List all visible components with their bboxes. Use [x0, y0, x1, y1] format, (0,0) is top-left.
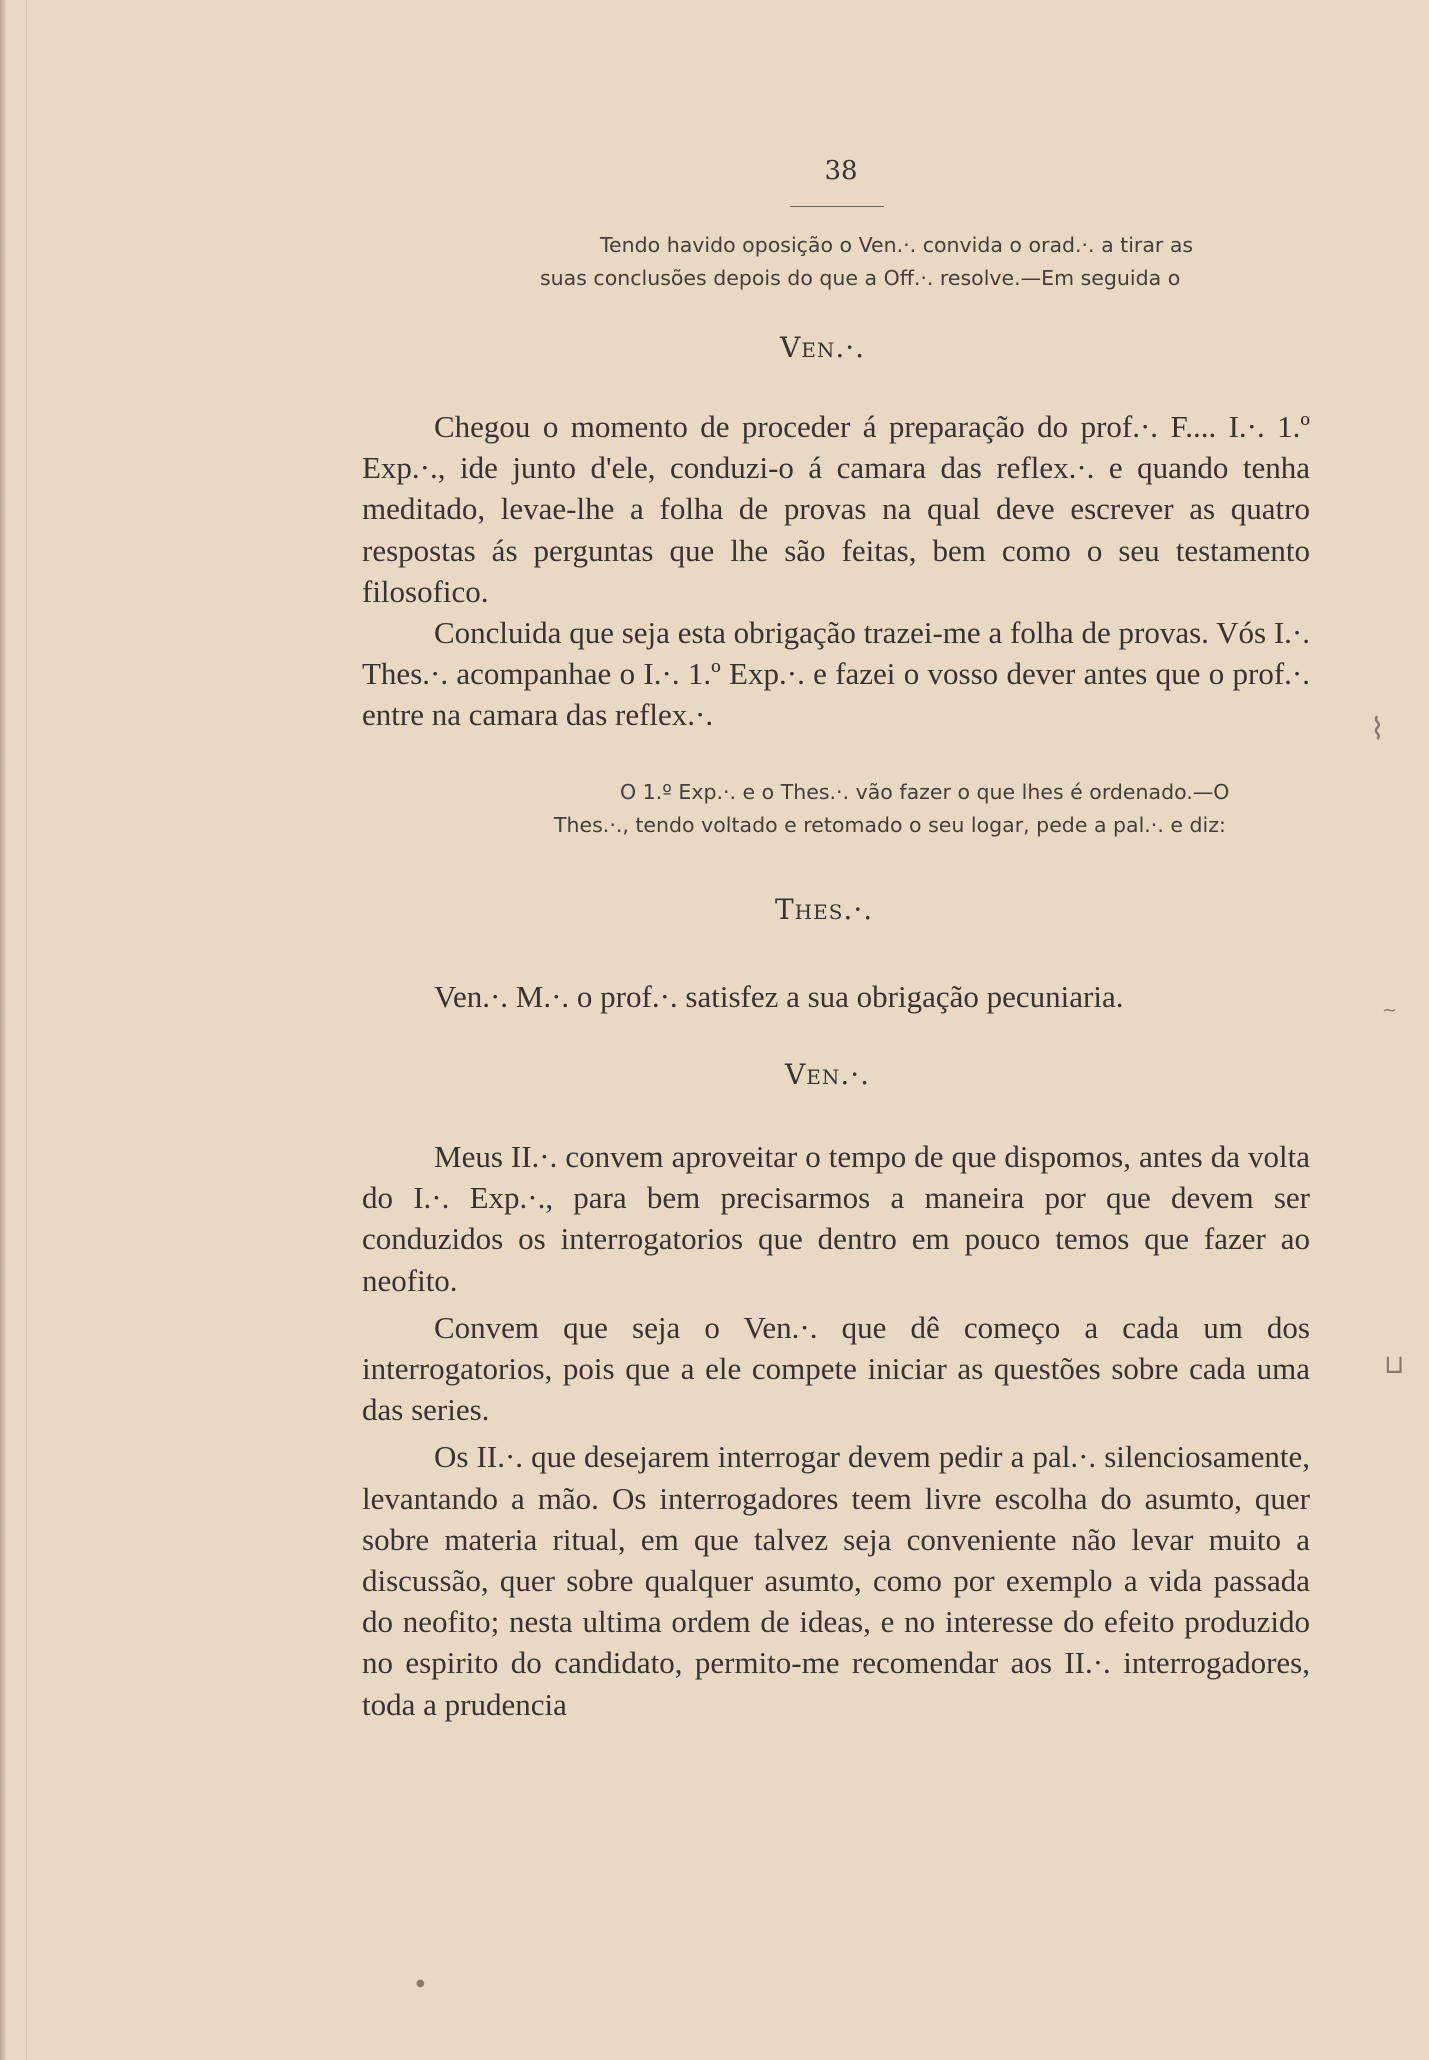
speech-1-paragraph-1: Chegou o momento de proceder á preparação do prof.·. F.... I.·. 1.º Exp.·., ide junto d'ele, conduzi-o á camara das reflex.·. e quando tenha meditado, levae-lhe a folha de provas na qual deve escrever as quatro respostas ás perguntas que lhe são feitas, bem como o seu testamento filosofico. [362, 409, 1310, 609]
page-edge-line [26, 0, 27, 2060]
stage-direction-2 [540, 776, 1310, 842]
page-number: 38 [824, 156, 858, 186]
stage-direction-1 [540, 229, 1310, 295]
speech-2-paragraph-1: Ven.·. M.·. o prof.·. satisfez a sua obrigação pecuniaria. [434, 979, 1124, 1014]
speech-2 [362, 976, 1310, 1017]
speech-3-paragraph-3: Os II.·. que desejarem interrogar devem pedir a pal.·. silenciosamente, levantando a mão. Os interrogadores teem livre escolha do asumto, quer sobre materia ritual, em que talvez seja conveniente não levar muito a discussão, quer sobre qualquer asumto, como por exemplo a vida passada do neofito; nesta ultima ordem de ideas, e no interesse do efeito produzido no espirito do candidato, permito-me recomendar aos II.·. interrogadores, toda a prudencia [362, 1439, 1310, 1722]
stage-direction-1-line-2: suas conclusões depois do que a Off.·. resolve.—Em seguida o [540, 266, 1181, 290]
speech-3-paragraph-2: Convem que seja o Ven.·. que dê começo a cada um dos interrogatorios, pois que a ele compete iniciar as questões sobre cada uma das series. [362, 1309, 1310, 1428]
speaker-thes: Thes.·. [775, 893, 874, 926]
margin-dot: ● [416, 1978, 425, 1989]
speech-3-paragraph-1: Meus II.·. convem aproveitar o tempo de que dispomos, antes da volta do I.·. Exp.·., para bem precisarmos a maneira por que devem ser conduzidos os interrogatorios que dentro em pouco temos que fazer ao neofito. [362, 1139, 1310, 1298]
page-edge [0, 0, 6, 2060]
speaker-ven-1: Ven.·. [780, 331, 866, 364]
stage-direction-1-line-1: Tendo havido oposição o Ven.·. convida o orad.·. a tirar as [600, 233, 1194, 257]
margin-mark-3: ⊔ [1384, 1350, 1405, 1380]
speech-1 [362, 406, 1310, 736]
stage-direction-2-line-2: Thes.·., tendo voltado e retomado o seu logar, pede a pal.·. e diz: [554, 813, 1226, 837]
page-number-rule [790, 206, 884, 207]
margin-mark-1: ⌇ [1370, 712, 1385, 747]
speech-1-paragraph-2: Concluida que seja esta obrigação trazei-me a folha de provas. Vós I.·. Thes.·. acompanhae o I.·. 1.º Exp.·. e fazei o vosso dever antes que o prof.·. entre na camara das reflex.·. [362, 615, 1310, 733]
speaker-ven-2: Ven.·. [785, 1058, 871, 1091]
margin-mark-2: ~ [1382, 1000, 1398, 1021]
speech-3 [362, 1136, 1310, 1725]
stage-direction-2-line-1: O 1.º Exp.·. e o Thes.·. vão fazer o que lhes é ordenado.—O [620, 780, 1230, 804]
